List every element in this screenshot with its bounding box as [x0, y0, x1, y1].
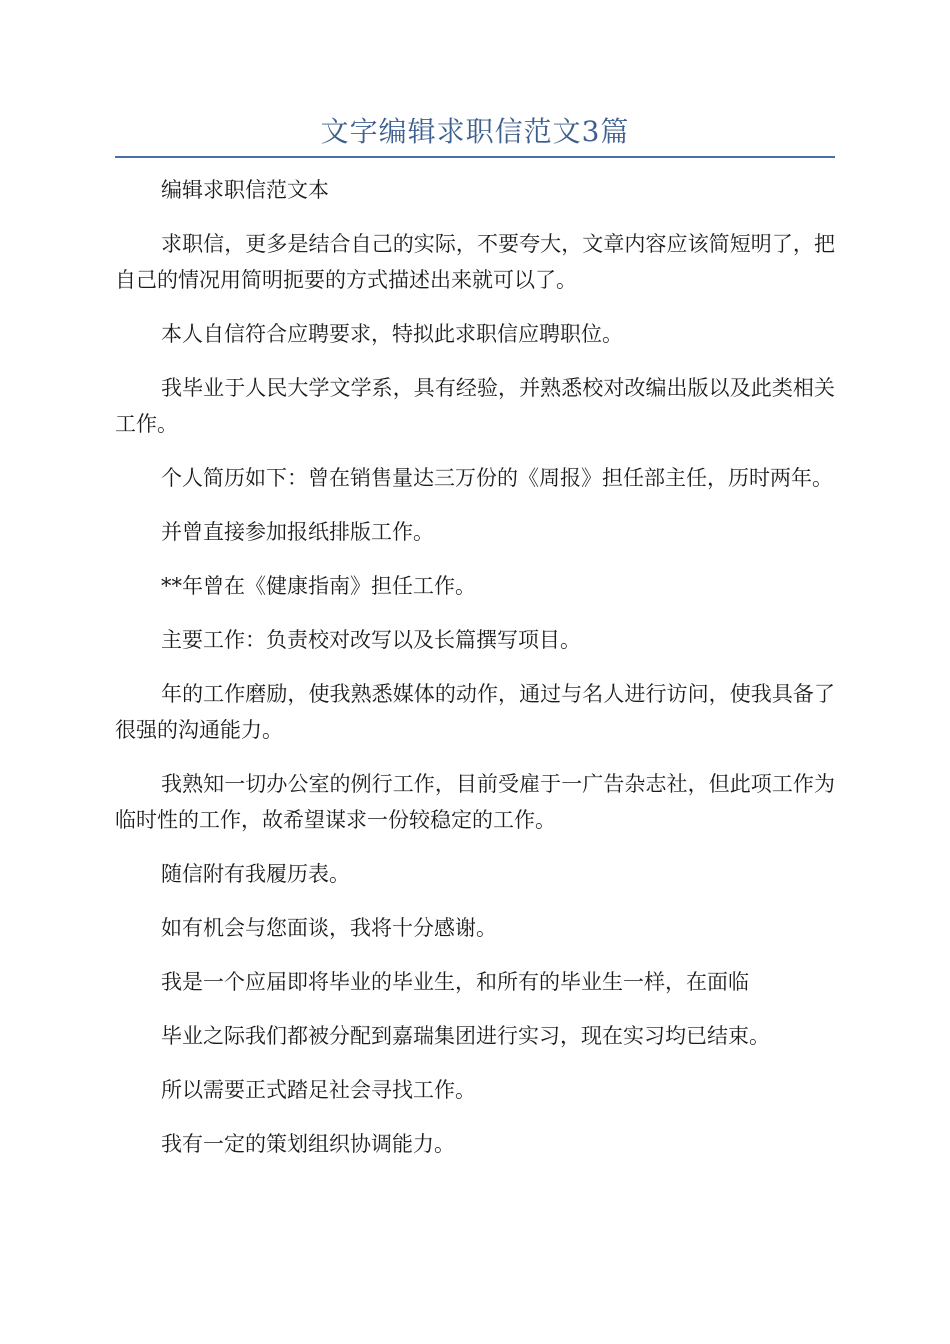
paragraph: 随信附有我履历表。: [161, 862, 350, 886]
paragraph: 主要工作：负责校对改写以及长篇撰写项目。: [161, 628, 581, 652]
paragraph: 毕业之际我们都被分配到嘉瑞集团进行实习，现在实习均已结束。: [161, 1024, 770, 1048]
paragraph: 并曾直接参加报纸排版工作。: [161, 520, 434, 544]
paragraph: 年的工作磨励，使我熟悉媒体的动作，通过与名人进行访问，使我具备了很强的沟通能力。: [115, 682, 835, 742]
paragraph: 所以需要正式踏足社会寻找工作。: [161, 1078, 476, 1102]
paragraph: 我毕业于人民大学文学系，具有经验，并熟悉校对改编出版以及此类相关工作。: [115, 376, 835, 436]
paragraph: 编辑求职信范文本: [161, 178, 329, 202]
paragraph: 我熟知一切办公室的例行工作，目前受雇于一广告杂志社，但此项工作为临时性的工作，故希望谋求一份较稳定的工作。: [115, 772, 835, 832]
paragraph: 本人自信符合应聘要求，特拟此求职信应聘职位。: [161, 322, 623, 346]
title-block: [115, 112, 835, 158]
paragraph: 如有机会与您面谈，我将十分感谢。: [161, 916, 497, 940]
paragraph: 求职信，更多是结合自己的实际，不要夸大，文章内容应该简短明了，把自己的情况用简明扼要的方式描述出来就可以了。: [115, 232, 835, 292]
document-title: 文字编辑求职信范文3篇: [320, 115, 630, 148]
paragraph: 我有一定的策划组织协调能力。: [161, 1132, 455, 1156]
paragraph: **年曾在《健康指南》担任工作。: [161, 574, 476, 598]
paragraph: 我是一个应届即将毕业的毕业生，和所有的毕业生一样，在面临: [161, 970, 749, 994]
document-body: [115, 172, 835, 1180]
paragraph: 个人简历如下：曾在销售量达三万份的《周报》担任部主任，历时两年。: [161, 466, 833, 490]
